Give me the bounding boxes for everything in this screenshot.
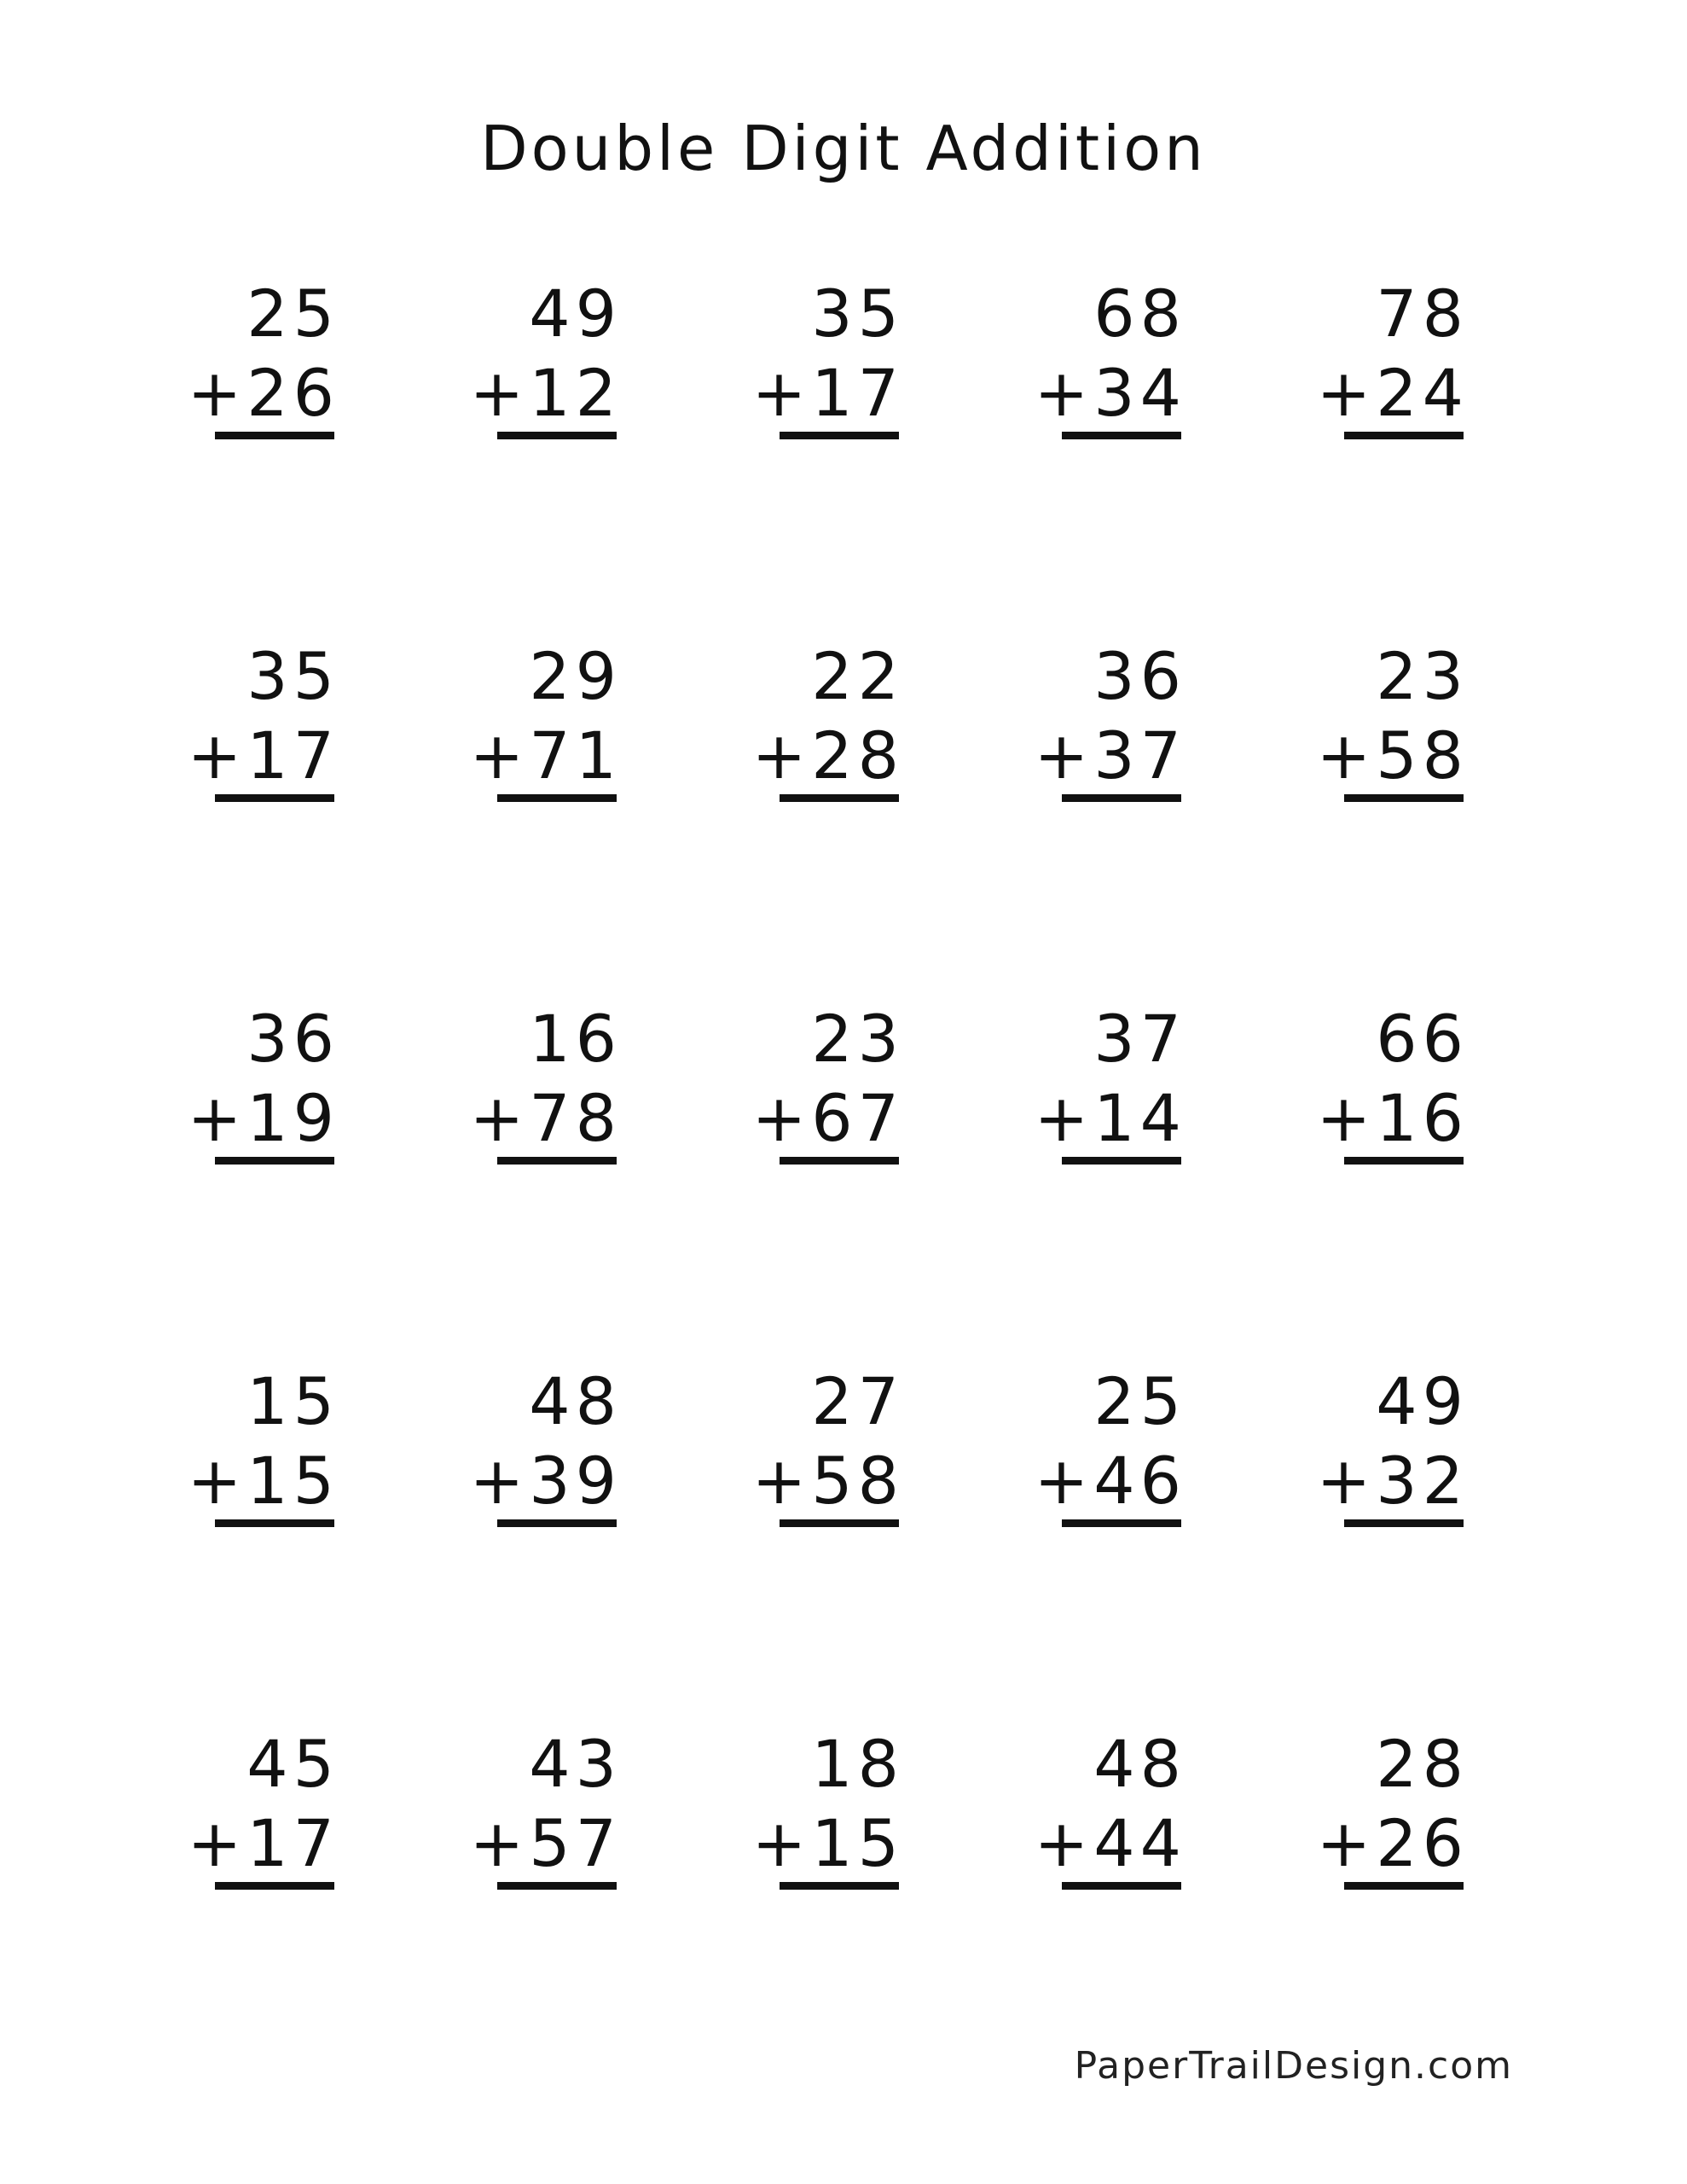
top-addend: 25 [1093,1363,1186,1439]
answer-line [1344,794,1464,802]
worksheet-title: Double Digit Addition [480,113,1207,184]
answer-line [1344,1882,1464,1890]
addition-problem [1316,1726,1469,1902]
bottom-addend: +28 [751,717,904,793]
bottom-addend: +14 [1034,1080,1186,1156]
answer-line [780,1519,899,1527]
bottom-addend: +12 [469,355,622,431]
top-addend: 78 [1376,276,1469,351]
top-addend: 43 [529,1726,622,1802]
bottom-addend: +15 [187,1443,339,1519]
top-addend: 28 [1376,1726,1469,1802]
addition-problem [1034,276,1186,452]
top-addend: 29 [529,638,622,714]
addition-problem [751,638,904,815]
answer-line [780,1157,899,1165]
top-addend: 35 [811,276,904,351]
bottom-addend: +34 [1034,355,1186,431]
top-addend: 16 [529,1001,622,1077]
bottom-addend: +26 [187,355,339,431]
answer-line [215,794,334,802]
addition-problem [187,1726,339,1902]
top-addend: 15 [246,1363,339,1439]
addition-problem [1034,1363,1186,1540]
addition-problem [187,276,339,452]
bottom-addend: +17 [187,717,339,793]
addition-problem [1316,638,1469,815]
addition-problem [469,1363,622,1540]
answer-line [780,432,899,439]
bottom-addend: +67 [751,1080,904,1156]
bottom-addend: +58 [1316,717,1469,793]
addition-problem [1316,1363,1469,1540]
addition-problem [751,1726,904,1902]
top-addend: 25 [246,276,339,351]
top-addend: 49 [529,276,622,351]
addition-problem [751,276,904,452]
answer-line [215,432,334,439]
answer-line [1062,1882,1181,1890]
bottom-addend: +24 [1316,355,1469,431]
addition-problem [469,1001,622,1177]
addition-problem [469,276,622,452]
bottom-addend: +46 [1034,1443,1186,1519]
addition-problem [469,638,622,815]
addition-problem [1316,276,1469,452]
addition-problem [751,1363,904,1540]
answer-line [215,1157,334,1165]
top-addend: 36 [246,1001,339,1077]
top-addend: 36 [1093,638,1186,714]
answer-line [780,1882,899,1890]
top-addend: 66 [1376,1001,1469,1077]
top-addend: 48 [1093,1726,1186,1802]
bottom-addend: +16 [1316,1080,1469,1156]
bottom-addend: +37 [1034,717,1186,793]
top-addend: 45 [246,1726,339,1802]
problem-grid [187,276,1469,2094]
bottom-addend: +71 [469,717,622,793]
top-addend: 27 [811,1363,904,1439]
bottom-addend: +26 [1316,1805,1469,1881]
answer-line [497,1157,617,1165]
answer-line [497,432,617,439]
top-addend: 68 [1093,276,1186,351]
answer-line [1344,432,1464,439]
bottom-addend: +17 [187,1805,339,1881]
bottom-addend: +32 [1316,1443,1469,1519]
bottom-addend: +15 [751,1805,904,1881]
answer-line [497,1519,617,1527]
answer-line [1062,794,1181,802]
bottom-addend: +39 [469,1443,622,1519]
answer-line [1062,1519,1181,1527]
top-addend: 37 [1093,1001,1186,1077]
top-addend: 35 [246,638,339,714]
addition-problem [469,1726,622,1902]
answer-line [215,1519,334,1527]
addition-problem [1316,1001,1469,1177]
bottom-addend: +78 [469,1080,622,1156]
addition-problem [1034,638,1186,815]
addition-problem [187,1001,339,1177]
answer-line [780,794,899,802]
answer-line [497,1882,617,1890]
answer-line [1344,1519,1464,1527]
answer-line [1062,1157,1181,1165]
addition-problem [187,638,339,815]
bottom-addend: +19 [187,1080,339,1156]
answer-line [215,1882,334,1890]
site-credit: PaperTrailDesign.com [1074,2044,1513,2088]
addition-problem [187,1363,339,1540]
bottom-addend: +57 [469,1805,622,1881]
top-addend: 49 [1376,1363,1469,1439]
top-addend: 23 [811,1001,904,1077]
bottom-addend: +58 [751,1443,904,1519]
answer-line [1344,1157,1464,1165]
answer-line [497,794,617,802]
addition-problem [751,1001,904,1177]
addition-problem [1034,1001,1186,1177]
top-addend: 18 [811,1726,904,1802]
top-addend: 48 [529,1363,622,1439]
bottom-addend: +44 [1034,1805,1186,1881]
answer-line [1062,432,1181,439]
bottom-addend: +17 [751,355,904,431]
top-addend: 23 [1376,638,1469,714]
top-addend: 22 [811,638,904,714]
addition-problem [1034,1726,1186,1902]
